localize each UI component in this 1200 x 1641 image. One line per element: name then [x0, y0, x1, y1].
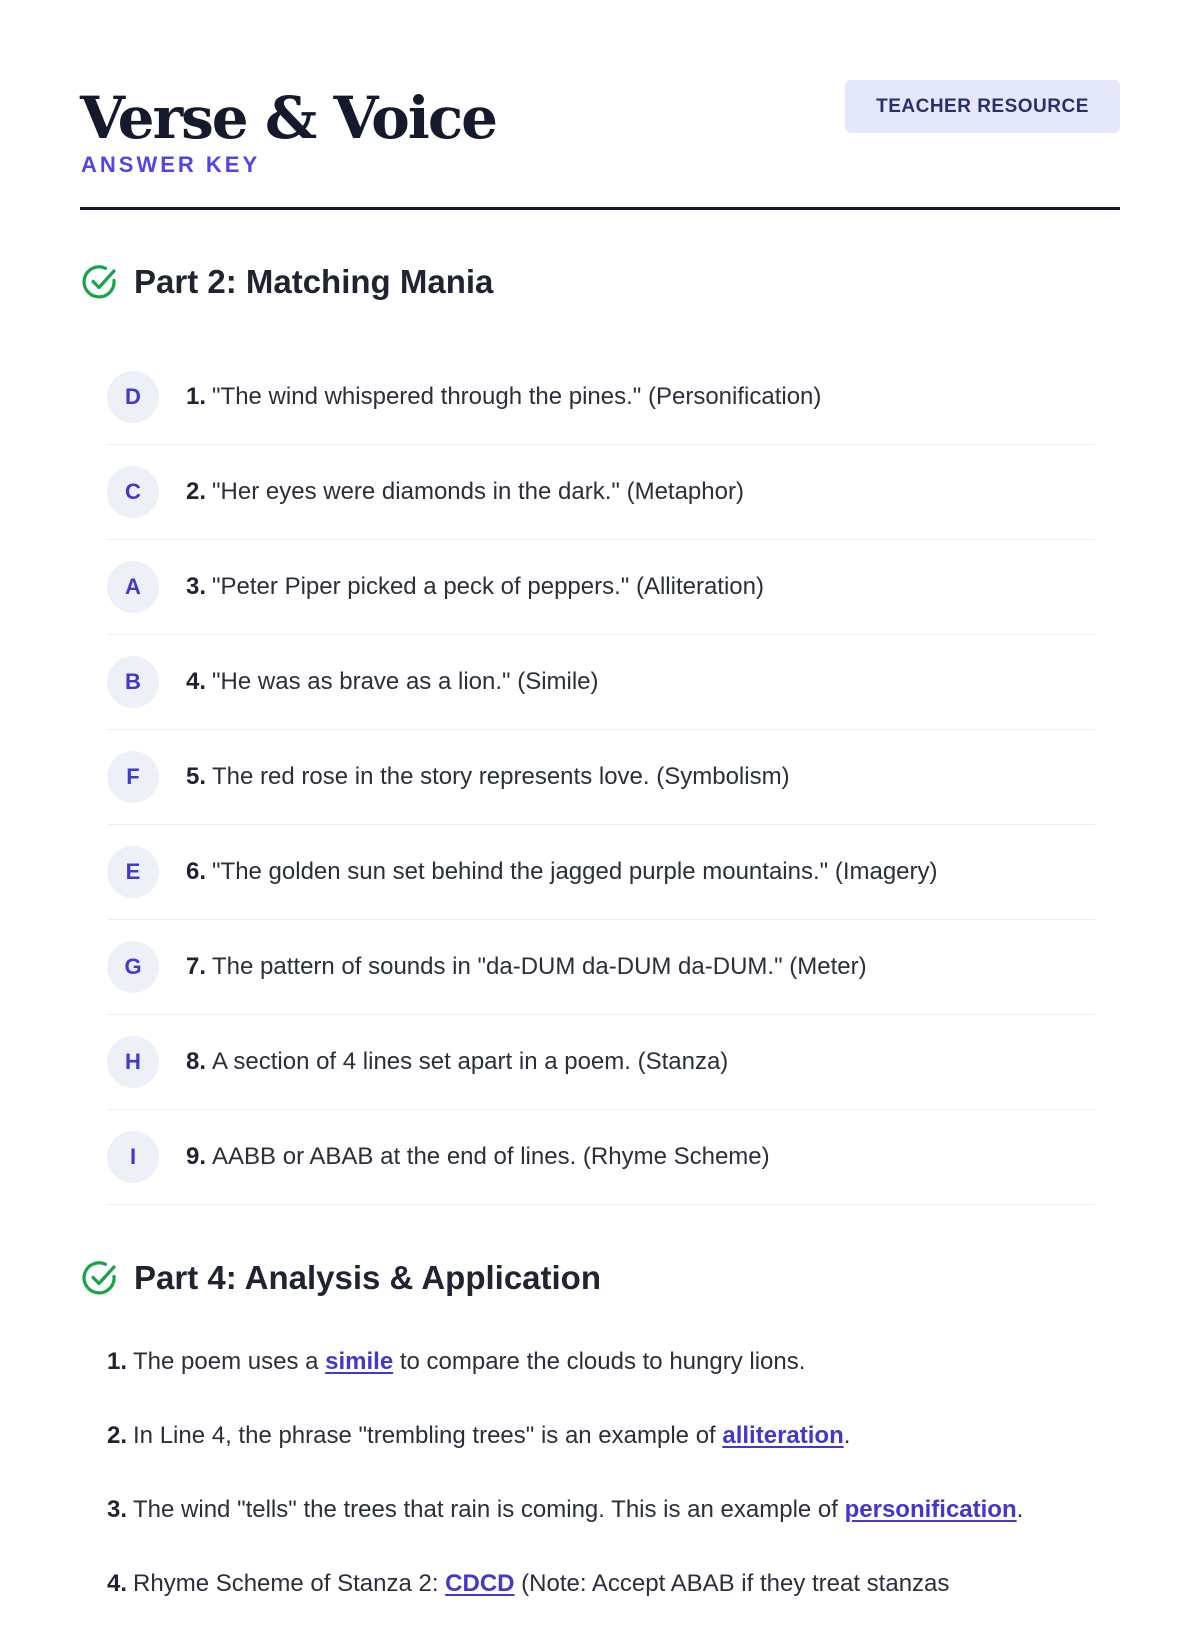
question-text	[186, 573, 764, 601]
answer-prefix: The poem uses a	[133, 1348, 326, 1375]
question-text	[186, 763, 790, 791]
question-statement: AABB or ABAB at the end of lines. (Rhyme Scheme)	[212, 1143, 770, 1170]
part2-title: Part 2: Matching Mania	[134, 263, 494, 300]
question-statement: "The wind whispered through the pines." (Personification)	[212, 383, 822, 410]
check-circle-icon	[80, 262, 120, 302]
question-statement: "He was as brave as a lion." (Simile)	[212, 668, 599, 695]
answer-letter: G	[107, 941, 159, 993]
answer-suffix: (Note: Accept ABAB if they treat stanzas	[514, 1570, 950, 1597]
question-number: 9.	[186, 1143, 207, 1170]
list-item	[107, 730, 1095, 825]
question-text	[186, 858, 938, 886]
header	[80, 80, 1120, 210]
question-text	[186, 478, 744, 506]
question-statement: "Her eyes were diamonds in the dark." (Metaphor)	[212, 478, 744, 505]
teacher-resource-badge: TEACHER RESOURCE	[845, 80, 1120, 133]
answer-term: alliteration	[722, 1422, 844, 1449]
list-item	[107, 920, 1095, 1015]
question-number: 4.	[107, 1570, 128, 1597]
part4-title: Part 4: Analysis & Application	[134, 1259, 601, 1296]
part2-heading	[80, 260, 493, 304]
question-number: 2.	[107, 1422, 128, 1449]
list-item	[107, 1493, 1107, 1567]
question-number: 5.	[186, 763, 207, 790]
list-item	[107, 1345, 1107, 1419]
question-statement: A section of 4 lines set apart in a poem. (Stanza)	[212, 1048, 729, 1075]
analysis-answer-list	[107, 1345, 1107, 1641]
answer-prefix: The wind "tells" the trees that rain is coming. This is an example of	[133, 1496, 845, 1523]
list-item	[107, 1419, 1107, 1493]
question-text	[186, 1048, 728, 1076]
question-number: 4.	[186, 668, 207, 695]
answer-term: CDCD	[445, 1570, 515, 1597]
list-item	[107, 1567, 1107, 1641]
header-divider	[80, 207, 1120, 210]
question-text	[186, 953, 867, 981]
question-number: 1.	[107, 1348, 128, 1375]
answer-suffix: .	[843, 1422, 851, 1449]
check-circle-icon	[80, 1258, 120, 1298]
question-statement: The red rose in the story represents love. (Symbolism)	[212, 763, 790, 790]
brand-subtitle: ANSWER KEY	[81, 152, 261, 177]
answer-term: simile	[325, 1348, 394, 1375]
answer-prefix: In Line 4, the phrase "trembling trees" is an example of	[133, 1422, 723, 1449]
question-number: 1.	[186, 383, 207, 410]
list-item	[107, 540, 1095, 635]
list-item	[107, 445, 1095, 540]
question-number: 3.	[107, 1496, 128, 1523]
answer-letter: B	[107, 656, 159, 708]
question-number: 2.	[186, 478, 207, 505]
question-text	[186, 668, 599, 696]
answer-letter: F	[107, 751, 159, 803]
question-text	[186, 383, 821, 411]
answer-letter: H	[107, 1036, 159, 1088]
answer-letter: C	[107, 466, 159, 518]
question-statement: "The golden sun set behind the jagged purple mountains." (Imagery)	[212, 858, 938, 885]
answer-letter: D	[107, 371, 159, 423]
question-number: 7.	[186, 953, 207, 980]
question-text	[186, 1143, 770, 1171]
question-number: 8.	[186, 1048, 207, 1075]
list-item	[107, 1015, 1095, 1110]
list-item	[107, 635, 1095, 730]
list-item	[107, 1110, 1095, 1205]
answer-letter: I	[107, 1131, 159, 1183]
answer-letter: A	[107, 561, 159, 613]
answer-letter: E	[107, 846, 159, 898]
question-statement: The pattern of sounds in "da-DUM da-DUM da-DUM." (Meter)	[212, 953, 867, 980]
brand-title: Verse & Voice	[80, 84, 497, 152]
answer-term: personification	[844, 1496, 1017, 1523]
question-statement: "Peter Piper picked a peck of peppers." (Alliteration)	[212, 573, 764, 600]
list-item	[107, 350, 1095, 445]
matching-answer-list	[107, 350, 1095, 1205]
part4-heading	[80, 1256, 601, 1300]
question-number: 6.	[186, 858, 207, 885]
answer-suffix: to compare the clouds to hungry lions.	[393, 1348, 806, 1375]
question-number: 3.	[186, 573, 207, 600]
answer-prefix: Rhyme Scheme of Stanza 2:	[133, 1570, 446, 1597]
list-item	[107, 825, 1095, 920]
answer-suffix: .	[1016, 1496, 1024, 1523]
